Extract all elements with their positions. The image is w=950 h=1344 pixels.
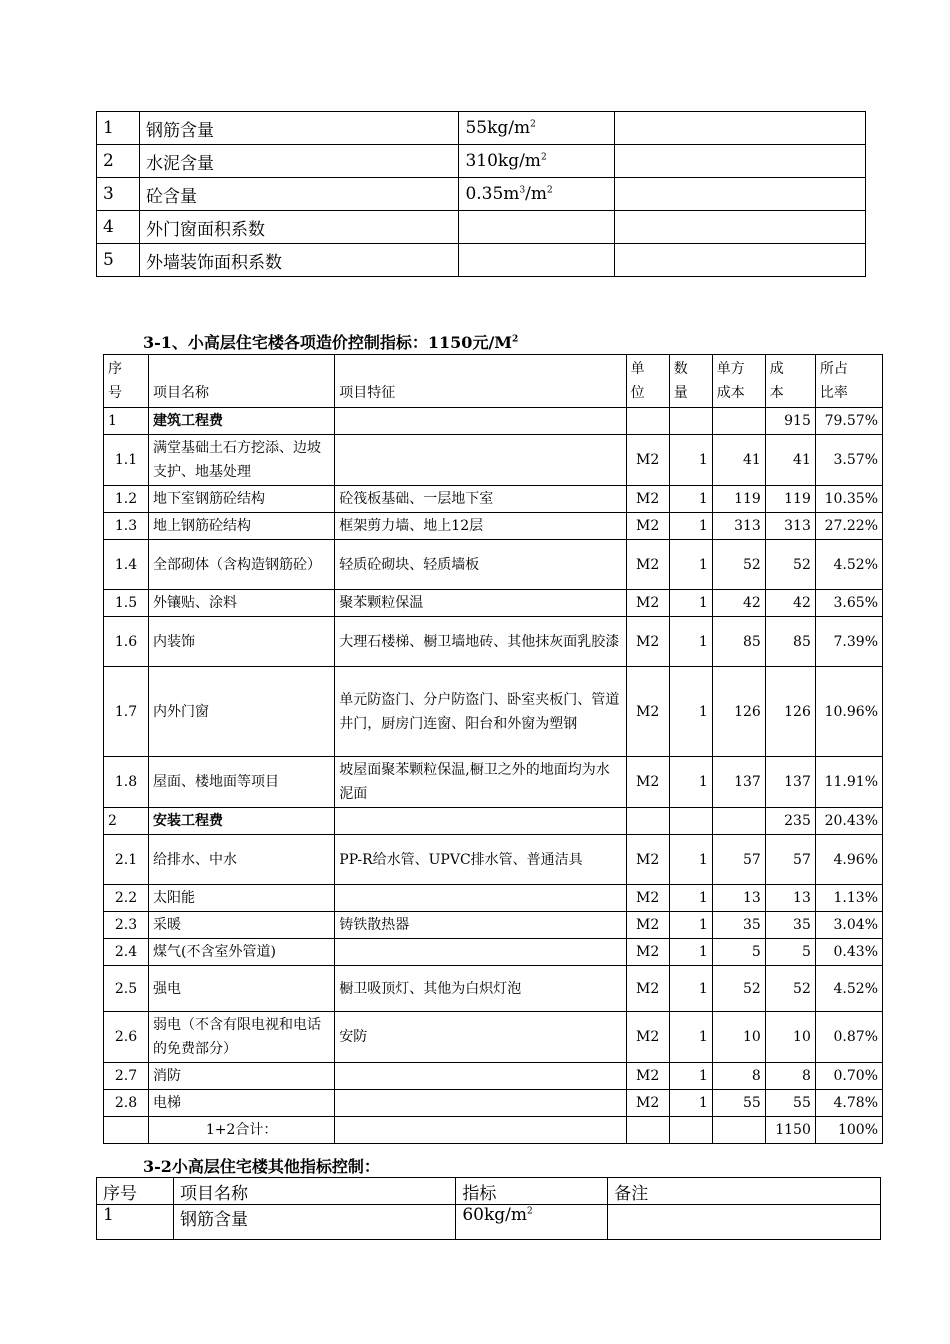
table-row bbox=[104, 808, 883, 835]
row-ratio: 4.52% bbox=[815, 966, 882, 1012]
row-unit: M2 bbox=[626, 835, 669, 885]
row-cost: 13 bbox=[765, 885, 815, 912]
row-name: 煤气(不含室外管道) bbox=[149, 939, 335, 966]
row-note bbox=[614, 178, 865, 211]
row-ratio: 11.91% bbox=[815, 757, 882, 808]
row-no: 1.6 bbox=[104, 617, 149, 667]
row-feature bbox=[335, 1063, 626, 1090]
row-no: 3 bbox=[97, 178, 140, 211]
header-feature: 项目特征 bbox=[335, 355, 626, 408]
table-row bbox=[104, 757, 883, 808]
row-value bbox=[459, 211, 614, 244]
section-3-2-heading: 3-2小高层住宅楼其他指标控制： bbox=[143, 1157, 380, 1176]
row-qty: 1 bbox=[669, 513, 712, 540]
row-qty: 1 bbox=[669, 912, 712, 939]
row-unit-cost: 313 bbox=[712, 513, 765, 540]
row-name: 地上钢筋砼结构 bbox=[149, 513, 335, 540]
other-index-table bbox=[96, 1177, 881, 1240]
total-cost: 1150 bbox=[765, 1117, 815, 1144]
total-empty bbox=[104, 1117, 149, 1144]
row-feature: 铸铁散热器 bbox=[335, 912, 626, 939]
row-unit: M2 bbox=[626, 435, 669, 486]
row-feature bbox=[335, 885, 626, 912]
row-cost: 8 bbox=[765, 1063, 815, 1090]
row-feature: 安防 bbox=[335, 1012, 626, 1063]
row-name: 水泥含量 bbox=[140, 145, 459, 178]
row-no: 4 bbox=[97, 211, 140, 244]
table-row bbox=[97, 145, 866, 178]
table-row bbox=[104, 939, 883, 966]
row-no: 2.4 bbox=[104, 939, 149, 966]
row-cost: 313 bbox=[765, 513, 815, 540]
row-unit-cost bbox=[712, 808, 765, 835]
row-value: $0.35m^3/m^2$ bbox=[459, 178, 614, 211]
row-no: 1.4 bbox=[104, 540, 149, 590]
row-cost: 55 bbox=[765, 1090, 815, 1117]
row-no: 2.7 bbox=[104, 1063, 149, 1090]
row-qty: 1 bbox=[669, 486, 712, 513]
cost-control-table bbox=[103, 354, 883, 1144]
row-no: 2 bbox=[104, 808, 149, 835]
row-value: $310kg/m^2$ bbox=[459, 145, 614, 178]
row-value bbox=[459, 244, 614, 277]
row-name: 钢筋含量 bbox=[140, 112, 459, 145]
row-cost: 137 bbox=[765, 757, 815, 808]
row-name: 满堂基础土石方挖添、边坡支护、地基处理 bbox=[149, 435, 335, 486]
row-unit: M2 bbox=[626, 1012, 669, 1063]
row-no: 5 bbox=[97, 244, 140, 277]
row-name: 钢筋含量 bbox=[174, 1205, 456, 1240]
row-qty: 1 bbox=[669, 1063, 712, 1090]
row-ratio: 10.96% bbox=[815, 667, 882, 757]
row-ratio: 3.04% bbox=[815, 912, 882, 939]
row-ratio: 10.35% bbox=[815, 486, 882, 513]
row-feature: 坡屋面聚苯颗粒保温,橱卫之外的地面均为水泥面 bbox=[335, 757, 626, 808]
row-qty: 1 bbox=[669, 435, 712, 486]
table-row bbox=[104, 486, 883, 513]
other-table-header-row bbox=[97, 1178, 881, 1205]
row-no: 2.8 bbox=[104, 1090, 149, 1117]
table-row bbox=[104, 835, 883, 885]
row-note bbox=[608, 1205, 881, 1240]
header-no: 序 号 bbox=[104, 355, 149, 408]
header-index: 指标 bbox=[456, 1178, 608, 1205]
row-no: 1.2 bbox=[104, 486, 149, 513]
row-name: 外墙装饰面积系数 bbox=[140, 244, 459, 277]
row-ratio: 1.13% bbox=[815, 885, 882, 912]
total-empty-unit bbox=[626, 1117, 669, 1144]
row-qty: 1 bbox=[669, 617, 712, 667]
table-row bbox=[104, 590, 883, 617]
row-name: 给排水、中水 bbox=[149, 835, 335, 885]
row-unit-cost: 5 bbox=[712, 939, 765, 966]
row-name: 外镶贴、涂料 bbox=[149, 590, 335, 617]
row-cost: 85 bbox=[765, 617, 815, 667]
row-unit: M2 bbox=[626, 1090, 669, 1117]
row-qty: 1 bbox=[669, 966, 712, 1012]
row-cost: 52 bbox=[765, 540, 815, 590]
row-no: 2.1 bbox=[104, 835, 149, 885]
row-ratio: 79.57% bbox=[815, 408, 882, 435]
row-ratio: 27.22% bbox=[815, 513, 882, 540]
table-row bbox=[104, 912, 883, 939]
row-feature: 大理石楼梯、橱卫墙地砖、其他抹灰面乳胶漆 bbox=[335, 617, 626, 667]
row-unit-cost: 42 bbox=[712, 590, 765, 617]
row-cost: 57 bbox=[765, 835, 815, 885]
row-feature: 轻质砼砌块、轻质墙板 bbox=[335, 540, 626, 590]
row-name: 太阳能 bbox=[149, 885, 335, 912]
row-qty: 1 bbox=[669, 835, 712, 885]
row-cost: 52 bbox=[765, 966, 815, 1012]
row-unit-cost: 52 bbox=[712, 966, 765, 1012]
header-note: 备注 bbox=[608, 1178, 881, 1205]
table-row bbox=[97, 244, 866, 277]
row-cost: 42 bbox=[765, 590, 815, 617]
row-feature bbox=[335, 1090, 626, 1117]
table-row bbox=[104, 966, 883, 1012]
section-3-1-heading: 3-1、小高层住宅楼各项造价控制指标：1150元$/M^2$ bbox=[143, 333, 519, 352]
total-empty-unit-cost bbox=[712, 1117, 765, 1144]
row-name: 砼含量 bbox=[140, 178, 459, 211]
row-cost: 10 bbox=[765, 1012, 815, 1063]
total-label: 1+2合计： bbox=[149, 1117, 335, 1144]
row-no: 2.3 bbox=[104, 912, 149, 939]
header-unit: 单 位 bbox=[626, 355, 669, 408]
row-no: 2.6 bbox=[104, 1012, 149, 1063]
row-ratio: 4.78% bbox=[815, 1090, 882, 1117]
row-unit: M2 bbox=[626, 966, 669, 1012]
total-ratio: 100% bbox=[815, 1117, 882, 1144]
row-cost: 5 bbox=[765, 939, 815, 966]
row-cost: 41 bbox=[765, 435, 815, 486]
table-row bbox=[104, 435, 883, 486]
total-empty-qty bbox=[669, 1117, 712, 1144]
row-unit: M2 bbox=[626, 590, 669, 617]
row-name: 内外门窗 bbox=[149, 667, 335, 757]
row-no: 1.1 bbox=[104, 435, 149, 486]
row-cost: 119 bbox=[765, 486, 815, 513]
row-unit-cost: 8 bbox=[712, 1063, 765, 1090]
row-cost: 235 bbox=[765, 808, 815, 835]
table-row bbox=[104, 617, 883, 667]
row-feature bbox=[335, 435, 626, 486]
table-row bbox=[104, 885, 883, 912]
table-row bbox=[104, 1090, 883, 1117]
row-unit-cost bbox=[712, 408, 765, 435]
table-row bbox=[97, 112, 866, 145]
row-unit-cost: 119 bbox=[712, 486, 765, 513]
row-feature: 砼筏板基础、一层地下室 bbox=[335, 486, 626, 513]
row-no: 1 bbox=[104, 408, 149, 435]
row-ratio: 20.43% bbox=[815, 808, 882, 835]
row-qty: 1 bbox=[669, 939, 712, 966]
cost-table-header-row bbox=[104, 355, 883, 408]
row-qty bbox=[669, 808, 712, 835]
row-name: 弱电（不含有限电视和电话的免费部分） bbox=[149, 1012, 335, 1063]
row-feature: 橱卫吸顶灯、其他为白炽灯泡 bbox=[335, 966, 626, 1012]
row-feature bbox=[335, 939, 626, 966]
header-name: 项目名称 bbox=[174, 1178, 456, 1205]
row-unit: M2 bbox=[626, 513, 669, 540]
row-ratio: 3.57% bbox=[815, 435, 882, 486]
row-qty: 1 bbox=[669, 885, 712, 912]
row-no: 1.8 bbox=[104, 757, 149, 808]
header-unit-cost: 单方 成本 bbox=[712, 355, 765, 408]
table-row bbox=[104, 1063, 883, 1090]
row-unit-cost: 126 bbox=[712, 667, 765, 757]
row-name: 建筑工程费 bbox=[149, 408, 335, 435]
row-unit bbox=[626, 408, 669, 435]
row-value: $55kg/m^2$ bbox=[459, 112, 614, 145]
row-unit: M2 bbox=[626, 885, 669, 912]
row-name: 地下室钢筋砼结构 bbox=[149, 486, 335, 513]
table-row bbox=[104, 1012, 883, 1063]
row-unit: M2 bbox=[626, 1063, 669, 1090]
row-unit: M2 bbox=[626, 667, 669, 757]
row-unit: M2 bbox=[626, 540, 669, 590]
row-feature: 框架剪力墙、地上12层 bbox=[335, 513, 626, 540]
top-index-table bbox=[96, 111, 866, 277]
row-name: 安装工程费 bbox=[149, 808, 335, 835]
row-note bbox=[614, 145, 865, 178]
row-qty: 1 bbox=[669, 540, 712, 590]
total-empty-feature bbox=[335, 1117, 626, 1144]
row-name: 强电 bbox=[149, 966, 335, 1012]
header-no: 序号 bbox=[97, 1178, 174, 1205]
row-no: 1.3 bbox=[104, 513, 149, 540]
header-qty: 数 量 bbox=[669, 355, 712, 408]
row-feature: 聚苯颗粒保温 bbox=[335, 590, 626, 617]
row-no: 2.5 bbox=[104, 966, 149, 1012]
row-cost: 35 bbox=[765, 912, 815, 939]
row-name: 外门窗面积系数 bbox=[140, 211, 459, 244]
row-ratio: 3.65% bbox=[815, 590, 882, 617]
row-ratio: 4.52% bbox=[815, 540, 882, 590]
row-note bbox=[614, 244, 865, 277]
row-no: 2.2 bbox=[104, 885, 149, 912]
table-row bbox=[104, 408, 883, 435]
row-unit: M2 bbox=[626, 486, 669, 513]
row-feature: 单元防盗门、分户防盗门、卧室夹板门、管道井门，厨房门连窗、阳台和外窗为塑钢 bbox=[335, 667, 626, 757]
row-ratio: 0.70% bbox=[815, 1063, 882, 1090]
row-ratio: 0.43% bbox=[815, 939, 882, 966]
table-row bbox=[104, 540, 883, 590]
row-unit-cost: 13 bbox=[712, 885, 765, 912]
header-name: 项目名称 bbox=[149, 355, 335, 408]
row-unit-cost: 137 bbox=[712, 757, 765, 808]
row-feature bbox=[335, 408, 626, 435]
row-no: 1 bbox=[97, 112, 140, 145]
table-row bbox=[97, 1205, 881, 1240]
row-no: 1.7 bbox=[104, 667, 149, 757]
row-unit: M2 bbox=[626, 757, 669, 808]
row-note bbox=[614, 112, 865, 145]
row-unit-cost: 52 bbox=[712, 540, 765, 590]
row-unit: M2 bbox=[626, 939, 669, 966]
row-feature: PP-R给水管、UPVC排水管、普通洁具 bbox=[335, 835, 626, 885]
row-ratio: 4.96% bbox=[815, 835, 882, 885]
row-unit-cost: 41 bbox=[712, 435, 765, 486]
row-name: 电梯 bbox=[149, 1090, 335, 1117]
row-unit-cost: 35 bbox=[712, 912, 765, 939]
table-row bbox=[97, 178, 866, 211]
row-qty: 1 bbox=[669, 1012, 712, 1063]
row-name: 内装饰 bbox=[149, 617, 335, 667]
row-no: 1.5 bbox=[104, 590, 149, 617]
row-unit: M2 bbox=[626, 617, 669, 667]
row-cost: 126 bbox=[765, 667, 815, 757]
total-row bbox=[104, 1117, 883, 1144]
row-no: 1 bbox=[97, 1205, 174, 1240]
row-qty: 1 bbox=[669, 757, 712, 808]
row-qty: 1 bbox=[669, 1090, 712, 1117]
row-unit-cost: 55 bbox=[712, 1090, 765, 1117]
row-qty bbox=[669, 408, 712, 435]
row-note bbox=[614, 211, 865, 244]
row-value: $60kg/m^2$ bbox=[456, 1205, 608, 1240]
table-row bbox=[104, 513, 883, 540]
row-unit-cost: 85 bbox=[712, 617, 765, 667]
row-ratio: 0.87% bbox=[815, 1012, 882, 1063]
row-name: 采暖 bbox=[149, 912, 335, 939]
row-unit-cost: 57 bbox=[712, 835, 765, 885]
row-unit: M2 bbox=[626, 912, 669, 939]
row-ratio: 7.39% bbox=[815, 617, 882, 667]
row-name: 全部砌体（含构造钢筋砼） bbox=[149, 540, 335, 590]
row-name: 消防 bbox=[149, 1063, 335, 1090]
row-unit bbox=[626, 808, 669, 835]
row-qty: 1 bbox=[669, 590, 712, 617]
row-feature bbox=[335, 808, 626, 835]
header-cost: 成 本 bbox=[765, 355, 815, 408]
row-qty: 1 bbox=[669, 667, 712, 757]
header-ratio: 所占 比率 bbox=[815, 355, 882, 408]
row-unit-cost: 10 bbox=[712, 1012, 765, 1063]
row-no: 2 bbox=[97, 145, 140, 178]
table-row bbox=[97, 211, 866, 244]
row-name: 屋面、楼地面等项目 bbox=[149, 757, 335, 808]
table-row bbox=[104, 667, 883, 757]
row-cost: 915 bbox=[765, 408, 815, 435]
